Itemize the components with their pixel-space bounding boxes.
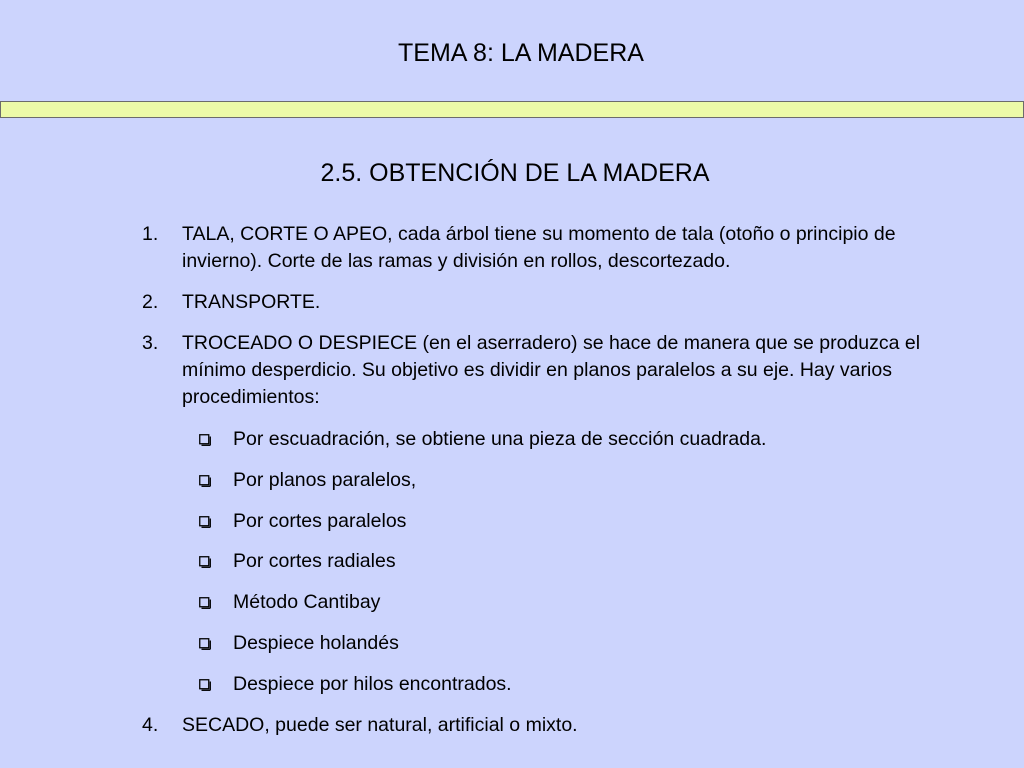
checkbox-bullet-icon [199, 434, 211, 446]
list-item-1 [142, 221, 962, 275]
procedure-text: Por cortes radiales [233, 550, 396, 572]
list-item-text: TRANSPORTE. [182, 291, 321, 313]
list-item-3 [142, 330, 962, 411]
list-item-2 [142, 289, 962, 316]
procedure-item [196, 467, 956, 494]
list-item-number: 4. [142, 714, 159, 736]
checkbox-bullet-icon [199, 516, 211, 528]
checkbox-bullet-icon [199, 475, 211, 487]
procedure-text: Despiece por hilos encontrados. [233, 673, 512, 695]
title-divider-bar [0, 101, 1024, 118]
procedure-item [196, 589, 956, 616]
procedure-text: Por escuadración, se obtiene una pieza de sección cuadrada. [233, 428, 767, 450]
procedure-text: Por cortes paralelos [233, 510, 407, 532]
procedure-text: Por planos paralelos, [233, 469, 417, 491]
checkbox-bullet-icon [199, 638, 211, 650]
procedure-text: Despiece holandés [233, 632, 399, 654]
list-item-text: SECADO, puede ser natural, artificial o mixto. [182, 714, 578, 736]
procedure-item [196, 548, 956, 575]
procedure-item [196, 426, 956, 453]
slide-title: TEMA 8: LA MADERA [398, 39, 644, 67]
list-item-text: TALA, CORTE O APEO, cada árbol tiene su momento de tala (otoño o principio de invierno). Corte de las ramas y división en rollos, descortezado. [182, 223, 896, 272]
checkbox-bullet-icon [199, 556, 211, 568]
procedure-item [196, 508, 956, 535]
checkbox-bullet-icon [199, 679, 211, 691]
list-item-number: 2. [142, 291, 159, 313]
section-heading: 2.5. OBTENCIÓN DE LA MADERA [320, 159, 710, 187]
list-item-number: 3. [142, 332, 159, 354]
procedure-text: Método Cantibay [233, 591, 381, 613]
checkbox-bullet-icon [199, 597, 211, 609]
list-item-4 [142, 712, 962, 739]
procedure-item [196, 630, 956, 657]
procedure-item [196, 671, 956, 698]
list-item-number: 1. [142, 223, 159, 245]
list-item-text: TROCEADO O DESPIECE (en el aserradero) se hace de manera que se produzca el mínimo desperdicio. Su objetivo es dividir en planos paralelos a su eje. Hay varios procedimientos: [182, 332, 921, 408]
